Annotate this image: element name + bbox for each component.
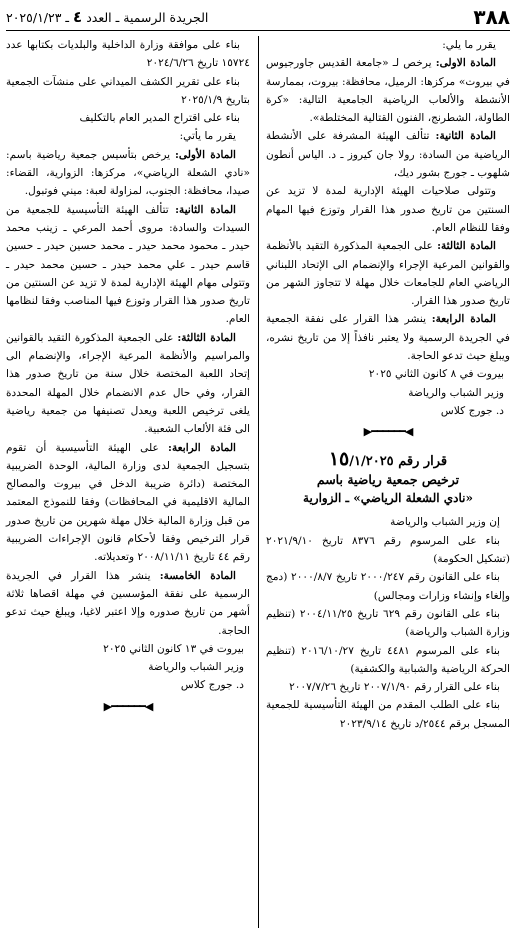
decision-title: ترخيص جمعية رياضية باسم [316,471,460,487]
issue-number: ٤ [73,8,83,26]
gazette-name: الجريدة الرسمية ـ العدد [86,10,209,25]
preamble-line: بناء على موافقة وزارة الداخلية والبلديات بكتابها عدد ١٥٧٢٤ تاريخ ٢٠٢٤/٦/٢٦ [6,39,250,70]
article-5 [6,567,250,640]
preamble-line: بناء على الطلب المقدم من الهيئة التأسيسية للجمعية المسجل برقم ٢٥٤٤/د تاريخ ٢٠٢٣/٩/١٤ [266,699,510,730]
decision-subtitle: «نادي الشعلة الرياضي» ـ الزوارية [303,491,473,506]
issue-date: ـ ٢٠٢٥/١/٢٣ [6,10,70,25]
place-date: بيروت في ١٣ كانون الثاني ٢٠٢٥ [103,642,244,655]
article-4 [266,310,510,365]
article-text: ينشر هذا القرار في الجريدة الرسمية على نفقة المؤسسين في مهلة اقصاها ثلاثة أشهر من تاريخ صدوره وإلا اعتبر لاغيا، ويبلغ حيث تدعو الحاجة. [6,569,250,637]
preamble-line: بناء على المرسوم ٤٤٨١ تاريخ ٢٠١٦/١٠/٢٧ (تنظيم الحركة الرياضية والشبابية والكشفية) [266,644,510,675]
article-2 [266,127,510,182]
article-text: تتألف الهيئة التأسيسية للجمعية من السيدات والسادة: مروى أحمد المرعي ـ زينب محمد حيدر ـ محمود محمد حيدر ـ محمد حسين حيدر ـ حسين قاسم حيدر ـ علي محمد حيدر ـ حسين محمد حيدر ـ وتتولى مهام الهيئة الإدارية لمدة لا تزيد عن السنتين من تاريخ صدور هذا القرار وتوزع فيها المناصب وفقا لنظامها العام. [6,203,250,326]
article-text: على الجمعية المذكورة التقيد بالأنظمة والقوانين المرعية الإجراء والإنضمام الى الإتحاد اللبناني الرياضي العام للجامعات خلال مهلة لا تتجاوز الشهر من تاريخ صدور هذا القرار. [266,240,510,308]
article-label: المادة الثانية: [175,203,236,216]
decision-intro: يقرر ما يلي: [442,39,496,51]
decision-year: /١/٢٠٢٥ [349,453,394,469]
minister-title: وزير الشباب والرياضة [408,386,504,399]
column-divider [258,36,259,928]
article-text: يرخص بتأسيس جمعية رياضية باسم: «نادي الشعلة الرياضي»، مركزها: الزوارية، القضاء: صيدا، محافظة: الجنوب، لمزاولة لعبة: ميني فوتبول. [6,148,250,198]
decision-number-line [266,447,510,471]
article-label: المادة الثانية: [435,130,497,143]
article-text: ينشر هذا القرار على نفقة الجمعية في الجريدة الرسمية ولا يعتبر نافذاً إلا من تاريخ نشره، ويبلغ حيث تدعو الحاجة. [266,313,510,363]
preamble-line: بناء على القانون رقم ٦٢٩ تاريخ ٢٠٠٤/١١/٢٥ (تنظيم وزارة الشباب والرياضة) [266,607,510,639]
section-ornament: ◀━━━━━━▶ [363,425,413,439]
preamble-line: بناء على القانون رقم ٢٠٠٠/٢٤٧ تاريخ ٢٠٠٠/٨/٧ (دمج وإلغاء وإنشاء وزارات ومجالس) [266,571,510,602]
decision-intro: يقرر ما يأتي: [179,130,236,143]
minister-title: وزير الشباب والرياضة [148,661,244,674]
right-column [266,36,510,733]
article-3 [6,329,250,439]
article-3 [266,237,510,310]
preamble-line: بناء على تقرير الكشف الميداني على منشآت الجمعية بتاريخ ٢٠٢٥/١/٩ [6,75,250,106]
article-label: المادة الثالثة: [437,240,497,253]
decision-number: ١٥ [328,447,350,470]
left-column [6,36,250,719]
article-1 [6,146,250,201]
page-number: ٣٨٨ [473,5,510,29]
section-ornament: ◀━━━━━━▶ [103,699,153,713]
article-2 [6,201,250,329]
preamble-line: بناء على اقتراح المدير العام بالتكليف [79,112,240,125]
decision-label: قرار رقم [398,453,448,469]
article-text: على الجمعية المذكورة التقيد بالقوانين والمراسيم والأنظمة المرعية الإجراء، والإنضمام الى إتحاد اللعبة المختصة خلال سنة من تاريخ صدور هذا القرار، وفي حال عدم الانضمام خلال المهلة المحددة يلغى ترخيص اللعبة ويعدل تصنيفها من جمعية رياضية الى فئة الألعاب الشعبية. [6,331,250,436]
article-label: المادة الرابعة: [431,313,497,326]
article-label: المادة الثالثة: [177,331,236,344]
minister-name: د. جورج كلاس [440,404,504,417]
article-label: المادة الرابعة: [168,441,237,454]
article-text: تتألف الهيئة المشرفة على الأنشطة الرياضية من السادة: رولا جان كيروز ـ د. الياس أنطون شلهوب ـ جورج بشور ديك، [266,130,510,180]
article-text: يرخص لـ «جامعة القديس جاورجيوس في بيروت» مركزها: الرميل، محافظة: بيروت، بممارسة الأنشطة والألعاب الرياضية الجامعية التالية: «كرة الطاولة، الشطرنج، الفنون القتالية المختلطة». [266,57,510,125]
article-label: المادة الاولى: [435,57,496,70]
preamble-line: إن وزير الشباب والرياضة [390,516,500,529]
article-2-continuation: وتتولى صلاحيات الهيئة الإدارية لمدة لا تزيد عن السنتين من تاريخ صدور هذا القرار وتوزع فيها المهام وفقا للنظام العام. [266,185,510,234]
place-date: بيروت في ٨ كانون الثاني ٢٠٢٥ [368,368,504,381]
preamble-line: بناء على المرسوم رقم ٨٣٧٦ تاريخ ٢٠٢١/٩/١٠ (تشكيل الحكومة) [266,534,510,566]
article-text: على الهيئة التأسيسية أن تقوم بتسجيل الجمعية لدى وزارة المالية، الوحدة الضريبية المختصة (دائرة ضريبة الدخل في بيروت والمصالح المالية الاقليمية في المحافظات) وفقا للنموذج المعتمد من قبل وزارة المالية خلال مهلة شهرين من تاريخ صدور قرار الترخيص وفقا لأحكام قانون الإجراءات الضريبية رقم ٤٤ تاريخ ٢٠٠٨/١١/١١ وتعديلاته. [6,441,250,564]
page-header [6,4,510,31]
article-label: المادة الأولى: [174,148,236,161]
minister-name: د. جورج كلاس [180,679,244,692]
article-1 [266,54,510,127]
preamble-line: بناء على القرار رقم ٢٠٠٧/١/٩٠ تاريخ ٢٠٠٧/٧/٢٦ [289,681,500,694]
article-label: المادة الخامسة: [159,569,237,582]
gazette-title [6,8,208,26]
article-4 [6,439,250,567]
